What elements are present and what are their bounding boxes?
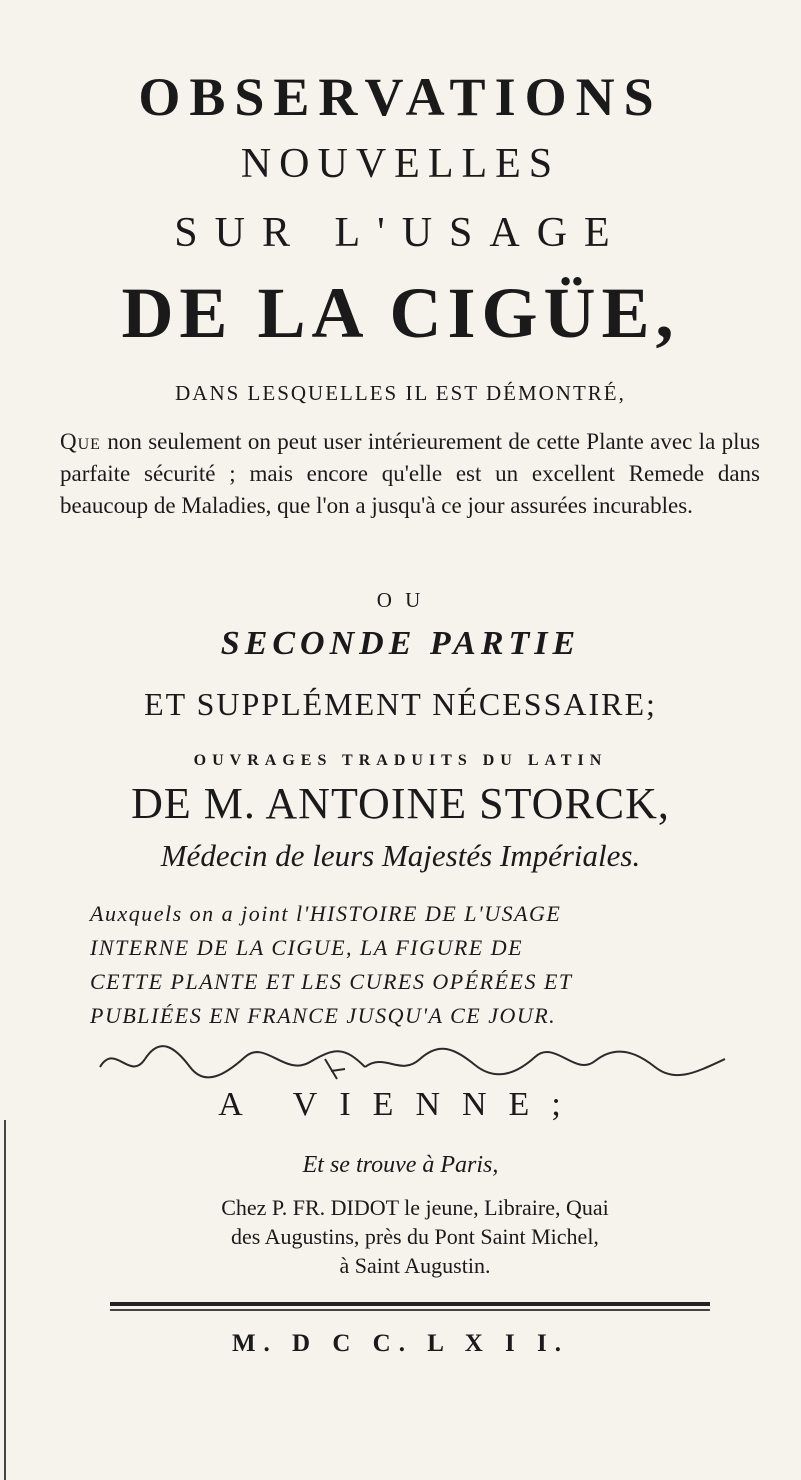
imprint-block	[125, 1193, 705, 1280]
supplement-line: ET SUPPLÉMENT NÉCESSAIRE;	[144, 686, 657, 722]
ouvrages-line: OUVRAGES TRADUITS DU LATIN	[193, 752, 608, 769]
paragraph-text: non seulement on peut user intérieurement de cette Plante avec la plus parfaite sécurité ; mais encore qu'elle est un excellent Remede dans beaucoup de Maladies, que l'on a jusqu'à ce jour assurées incurables.	[60, 429, 760, 518]
seconde-partie: SECONDE PARTIE	[220, 625, 581, 662]
page-edge-line	[4, 1120, 6, 1480]
publication-date: M. D C C. L X I I.	[231, 1330, 570, 1357]
joint-line-1: Auxquels on a joint l'HISTOIRE DE L'USAGE	[90, 901, 562, 926]
author-name: DE M. ANTOINE STORCK,	[131, 779, 670, 828]
paragraph-lead: Que	[60, 429, 101, 454]
paris-line: Et se trouve à Paris,	[302, 1152, 499, 1178]
imprint-line-1: Chez P. FR. DIDOT le jeune, Libraire, Quai	[221, 1195, 609, 1220]
city-vienne: A VIENNE;	[218, 1086, 583, 1123]
author-title: Médecin de leurs Majestés Impériales.	[160, 838, 641, 873]
title-observations: OBSERVATIONS	[138, 67, 663, 127]
title-cigue: DE LA CIGÜE,	[121, 273, 680, 353]
joint-line-2: INTERNE DE LA CIGUE, LA FIGURE DE	[90, 935, 524, 960]
joint-line-3: CETTE PLANTE ET LES CURES OPÉRÉES ET	[90, 969, 573, 994]
imprint-line-3: à Saint Augustin.	[339, 1253, 491, 1278]
joint-block	[90, 897, 770, 1033]
subtitle-demontre: DANS LESQUELLES IL EST DÉMONTRÉ,	[175, 381, 626, 405]
handwritten-signature	[95, 1037, 735, 1087]
decorative-rule	[110, 1300, 710, 1314]
imprint-line-2: des Augustins, près du Pont Saint Michel,	[231, 1224, 599, 1249]
description-paragraph	[60, 426, 760, 522]
joint-line-4: PUBLIÉES EN FRANCE JUSQU'A CE JOUR.	[90, 1003, 557, 1028]
title-nouvelles: NOUVELLES	[240, 141, 561, 187]
title-sur-usage: SUR L'USAGE	[174, 210, 627, 256]
or-separator: O U	[376, 588, 425, 612]
